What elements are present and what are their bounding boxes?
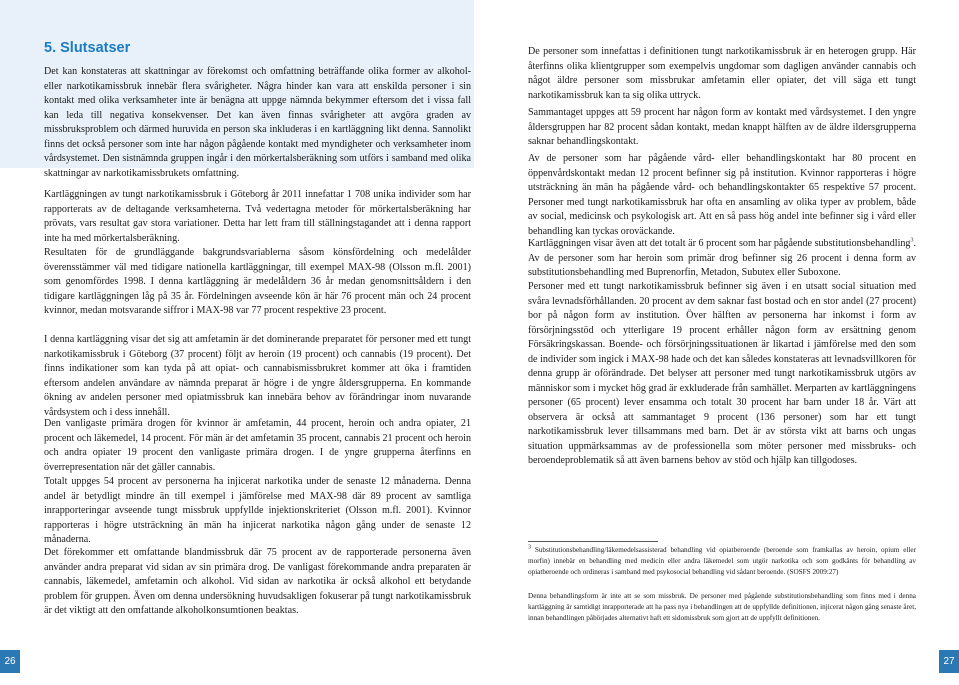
footnote-2: Denna behandlingsform är inte att se som missbruk. De personer med pågående substitutionsbehandling som finns med i denna kartläggning är samtidigt inrapporterade att ha pass nya i behandlingen att de uppfyllde definitionen, injicerat någon gång senaste året, innan behandlingen påbörjades alternativt haft ett sidomissbruk som gjort att de uppfyllt definitionen. (528, 592, 916, 622)
section-heading: 5. Slutsatser (44, 40, 131, 56)
right-paragraph-2: Sammantaget uppges att 59 procent har någon form av kontakt med vårdsystemet. I den yngre åldersgruppen har 82 procent sådan kontakt, medan knappt hälften av de äldre ildersgrupperna saknar behandlingskontakt. (528, 107, 916, 147)
left-paragraph-6: Totalt uppges 54 procent av personerna ha injicerat narkotika under de senaste 12 månaderna. Denna andel är betydligt mindre än till exempel i jämförelse med MAX-98 där 89 procent av samtliga inrapporteringar avseende tungt missbruk uppfyllde injektionskriteriet (Olsson m.fl. 2001). Kvinnor rapporteras i högre utsträckning än män ha injicerat narkotika någon gång under de senaste 12 månaderna. (44, 476, 471, 545)
page-number-right: 27 (939, 650, 959, 673)
left-paragraph-7: Det förekommer ett omfattande blandmissbruk där 75 procent av de rapporterade personerna även använder andra preparat vid sidan av sin primära drog. De vanligast förekommande andra preparaten är cannabis, läkemedel, amfetamin och alkohol. Vid sidan av narkotika är också alkohol ett betydande problem för gruppen. Även om denna undersökning huvudsakligen fokuserar på tungt narkotikamissbruk är det viktigt att den omfattande alkoholkonsumtionen beaktas. (44, 547, 471, 616)
footnote-divider (528, 541, 658, 542)
left-paragraph-2: Kartläggningen av tungt narkotikamissbruk i Göteborg år 2011 innefattar 1 708 unika individer som har rapporterats av de deltagande verksamheterna. Två vedertagna metoder för mörkertalsberäkning har prövats, vars resultat gav stora variationer. Detta har lett fram till ställningstagandet att i denna rapport inte ha med mörkertalsberäkning. (44, 189, 471, 244)
left-paragraph-5: Den vanligaste primära drogen för kvinnor är amfetamin, 44 procent, heroin och andra opiater, 21 procent och läkemedel, 14 procent. För män är det amfetamin 35 procent, cannabis 21 procent och heroin och andra opiater 19 procent den vanligaste primära drogen. I de yngre grupperna återfinns en överrepresentation när det gäller cannabis. (44, 418, 471, 473)
summary-paragraph: Det kan konstateras att skattningar av förekomst och omfattning beträffande olika former av alkohol- eller narkotikamissbruk innebär flera svårigheter. Några hinder kan vara att enskilda personer i sin kontakt med olika verksamheter inte är benägna att uppge nämnda bekymmer eftersom det i vissa fall kan leda till negativa konsekvenser. Det kan även finnas svårigheter att avgöra graden av missbruksproblem och därmed huruvida en person ska inkluderas i en kartläggning likt denna. Sannolikt finns det också personer som inte har någon pågående kontakt med myndigheter och verksamheter inom vårdsystemet. Den sistnämnda gruppen ingår i den mörkertalsberäkning som utförs i samband med olika skattningar av narkotikamissbrukets omfattning. (44, 66, 471, 179)
footnote-1 (528, 545, 916, 578)
footnote-text-1: Substitutionsbehandling/läkemedelsassisterad behandling vid opiatberoende (beroende som framkallas av heroin, opium eller morfin) innebär en behandling med medicin eller andra läkemedel som utgör narkotika och som godkänts för behandling av opiatberoende och ordineras i samband med psykosocial behandling vid sådant beroende. (SOSFS 2009:27) (528, 546, 916, 576)
right-paragraph-4 (528, 237, 916, 281)
right-paragraph-5: Personer med ett tungt narkotikamissbruk befinner sig även i en utsatt social situation med svåra levnadsförhållanden. 20 procent av dem saknar fast bostad och en stor andel (27 procent) bor på någon form av institution. Över hälften av personerna har inkomst i form av försörjningsstöd och ytterligare 19 procent erhåller någon form av ersättning genom Försäkringskassan. Boende- och försörjningssituationen är likartad i jämförelse med den som de individer som ingick i MAX-98 hade och det kan således konstateras att levnadsvillkoren för denna grupp är oförändrade. Det belyser att personer med tungt narkotikamissbruk utgörs av människor som i mycket hög grad är exkluderade från samhället. Merparten av kartläggningens personer (65 procent) lever ensamma och totalt 30 procent har barn under 18 år. Värt att observera är också att sammantaget 9 procent (136 personer) som har ett tungt narkotikamissbruk lever tillsammans med barn. Det är av största vikt att barns och ungas situation uppmärksammas av de professionella som möter personer med missbruks- och beroendeproblematik så att även barnens behov av stöd och hjälp kan tillgodoses. (528, 281, 916, 466)
right-paragraph-4-a: Kartläggningen visar även att det totalt är 6 procent som har pågående substitutionsbehandling (528, 238, 911, 249)
left-paragraph-4: I denna kartläggning visar det sig att amfetamin är det dominerande preparatet för personer med ett tungt narkotikamissbruk i Göteborg (37 procent) följt av heroin (19 procent) och cannabis (19 procent). Det finns indikationer som kan tyda på att opiat- och cannabismissbrukret kommer att öka i framtiden eftersom andelen användare av nämnda preparat är högre i de yngre åldersgrupperna. En kommande ökning av andelen personer med opiatmissbruk kan innebära behov av förändringar inom nuvarande vårdsystem och i dess innehåll. (44, 334, 471, 418)
page-number-left: 26 (0, 650, 20, 673)
footnote-ref: 3 (910, 237, 914, 244)
footnote-number: 3 (528, 544, 531, 551)
right-paragraph-4-b: . Av de personer som har heroin som primär drog befinner sig 26 procent i denna form av substitutionsbehandling med Buprenorfin, Metadon, Subutex eller Suboxone. (528, 238, 916, 278)
right-paragraph-1: De personer som innefattas i definitionen tungt narkotikamissbruk är en heterogen grupp. Här återfinns olika klientgrupper som exempelvis ungdomar som dagligen använder cannabis och något äldre personer som missbrukar amfetamin eller opiater, det vill säga ett tungt narkotikamissbruk kan ta sig olika uttryck. (528, 46, 916, 101)
right-paragraph-3: Av de personer som har pågående vård- eller behandlingskontakt har 80 procent en öppenvårdskontakt medan 12 procent befinner sig på institution. Kvinnor rapporteras i högre utsträckning än män ha pågående vård- och behandlingskontakter 65 respektive 57 procent. Personer med tungt narkotikamissbruk har ofta en ansamling av olika typer av problem, både av social, medicinsk och psykologisk art. Att en så pass hög andel inte befinner sig i vård eller behandling kan tyckas oroväckande. (528, 153, 916, 237)
left-paragraph-3: Resultaten för de grundläggande bakgrundsvariablerna såsom könsfördelning och medelålder överensstämmer väl med tidigare nationella kartläggningar, till exempel MAX-98 (Olsson m.fl. 2001) som genomfördes 1998. I denna kartläggning är medelåldern 36 år medan genomsnittsåldern i den tidigare kartläggningen låg på 35 år. Fördelningen avseende kön är här 76 procent män och 24 procent kvinnor, medan motsvarande siffror i MAX-98 var 77 procent respektive 23 procent. (44, 247, 471, 316)
